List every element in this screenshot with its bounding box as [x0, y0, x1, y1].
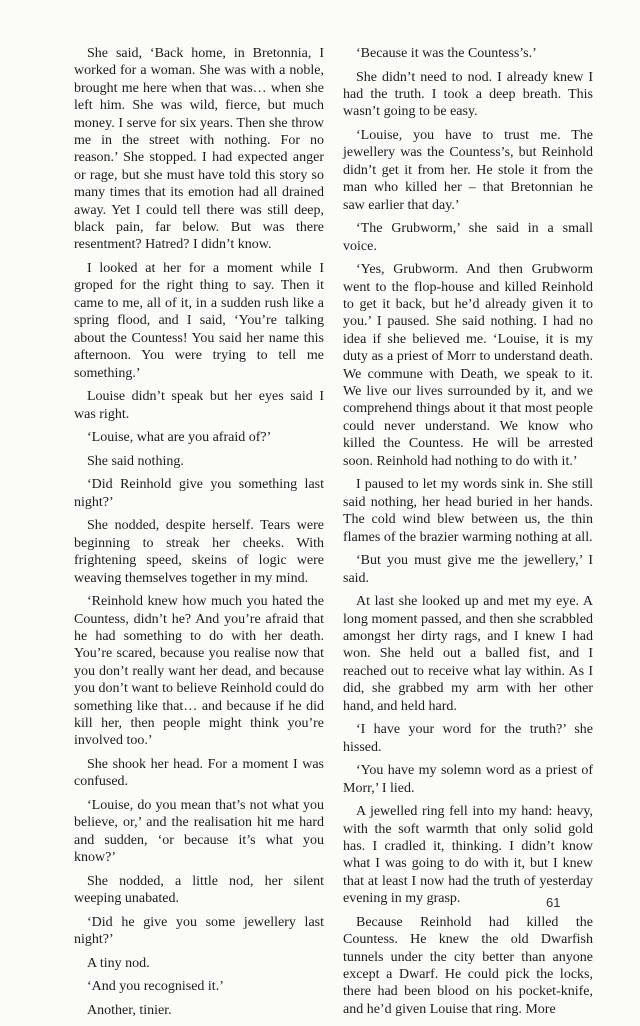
paragraph: She nodded, despite herself. Tears were beginning to streak her cheeks. With frightening speed, skeins of logic were weaving themselves together in my mind.	[74, 518, 324, 586]
paragraph: ‘Louise, do you mean that’s not what you believe, or,’ and the realisation hit me hard and sudden, ‘or because it’s what you know?’	[74, 797, 324, 866]
paragraph: She said, ‘Back home, in Bretonnia, I worked for a woman. She was with a noble, brought me here when that was… when she left him. She was wild, fierce, but much money. I serve for six years. Then she throw me in the street with nothing. For no reason.’ She stopped. I had expected anger or rage, but she must have told this story so many times that its emotion had all drained away. Yet I could tell there was still deep, black pain, far below. But was there resentment? Hatred? I didn’t know.	[74, 46, 324, 253]
paragraph: Another, tinier.	[87, 1002, 172, 1018]
paragraph: A jewelled ring fell into my hand: heavy, with the soft warmth that only solid gold has. I cradled it, thinking. I didn’t know what I was going to do with it, but I knew that at least I now had the truth of yesterday evening in my grasp.	[343, 804, 593, 907]
paragraph: I looked at her for a moment while I groped for the right thing to say. Then it came to me, all of it, in a sudden rush like a spring flood, and I said, ‘You’re talking about the Countess! You said her name this afternoon. You were trying to tell me something.’	[74, 261, 324, 381]
paragraph: Louise didn’t speak but her eyes said I was right.	[74, 389, 324, 422]
paragraph: ‘Louise, you have to trust me. The jewellery was the Countess’s, but Reinhold didn’t get it from her. He stole it from the man who killed her – that Bretonnian he saw earlier that day.’	[343, 128, 593, 213]
paragraph: ‘You have my solemn word as a priest of Morr,’ I lied.	[343, 763, 593, 796]
paragraph: A tiny nod.	[87, 955, 150, 971]
paragraph: Because Reinhold had killed the Countess. He knew the old Dwarfish tunnels under the city better than anyone except a Dwarf. He could pick the locks, there had been blood on his pocket-knife, and he’d given Louise that ring. More	[343, 914, 593, 1017]
paragraph: She nodded, a little nod, her silent weeping unabated.	[74, 873, 324, 907]
paragraph: She shook her head. For a moment I was confused.	[74, 756, 324, 790]
paragraph: ‘Reinhold knew how much you hated the Countess, didn’t he? And you’re afraid that he had something to do with her death. You’re scared, because you realise now that you don’t really want her dead, and because you don’t want to believe Reinhold could do something like that… and because if he did kill her, then people might think you’re involved too.’	[74, 594, 324, 749]
page-number: 61	[546, 895, 561, 910]
paragraph: She didn’t need to nod. I already knew I had the truth. I took a deep breath. This wasn’t going to be easy.	[343, 69, 593, 120]
paragraph: ‘The Grubworm,’ she said in a small voice.	[343, 221, 593, 254]
paragraph: ‘But you must give me the jewellery,’ I said.	[343, 553, 593, 586]
paragraph: ‘Yes, Grubworm. And then Grubworm went to the flop-house and killed Reinhold to get it back, but he’d already given it to you.’ I paused. She said nothing. I had no idea if she believed me. ‘Louise, it is my duty as a priest of Morr to understand death. We commune with Death, we speak to it. We live our lives surrounded by it, and we comprehend things about it that most people could never understand. We know who killed the Countess. He will be arrested soon. Reinhold had nothing to do with it.’	[343, 262, 593, 469]
right-column	[343, 45, 593, 1024]
paragraph: ‘Did Reinhold give you something last night?’	[74, 477, 324, 510]
paragraph: She said nothing.	[87, 453, 184, 469]
paragraph: ‘Because it was the Countess’s.’	[356, 46, 537, 61]
paragraph: ‘I have your word for the truth?’ she hissed.	[343, 722, 593, 755]
paragraph: At last she looked up and met my eye. A long moment passed, and then she scrabbled amongst her dirty rags, and I knew I had won. She held out a balled fist, and I reached out to receive what lay within. As I did, she grabbed my arm with her other hand, and held hard.	[343, 594, 593, 714]
paragraph: ‘And you recognised it.’	[87, 979, 224, 995]
paragraph: ‘Did he give you some jewellery last night?’	[74, 914, 324, 948]
paragraph: ‘Louise, what are you afraid of?’	[87, 430, 272, 446]
left-column	[74, 45, 324, 1026]
paragraph: I paused to let my words sink in. She still said nothing, her head buried in her hands. The cold wind blew between us, the thin flames of the brazier warming nothing at all.	[343, 477, 593, 545]
